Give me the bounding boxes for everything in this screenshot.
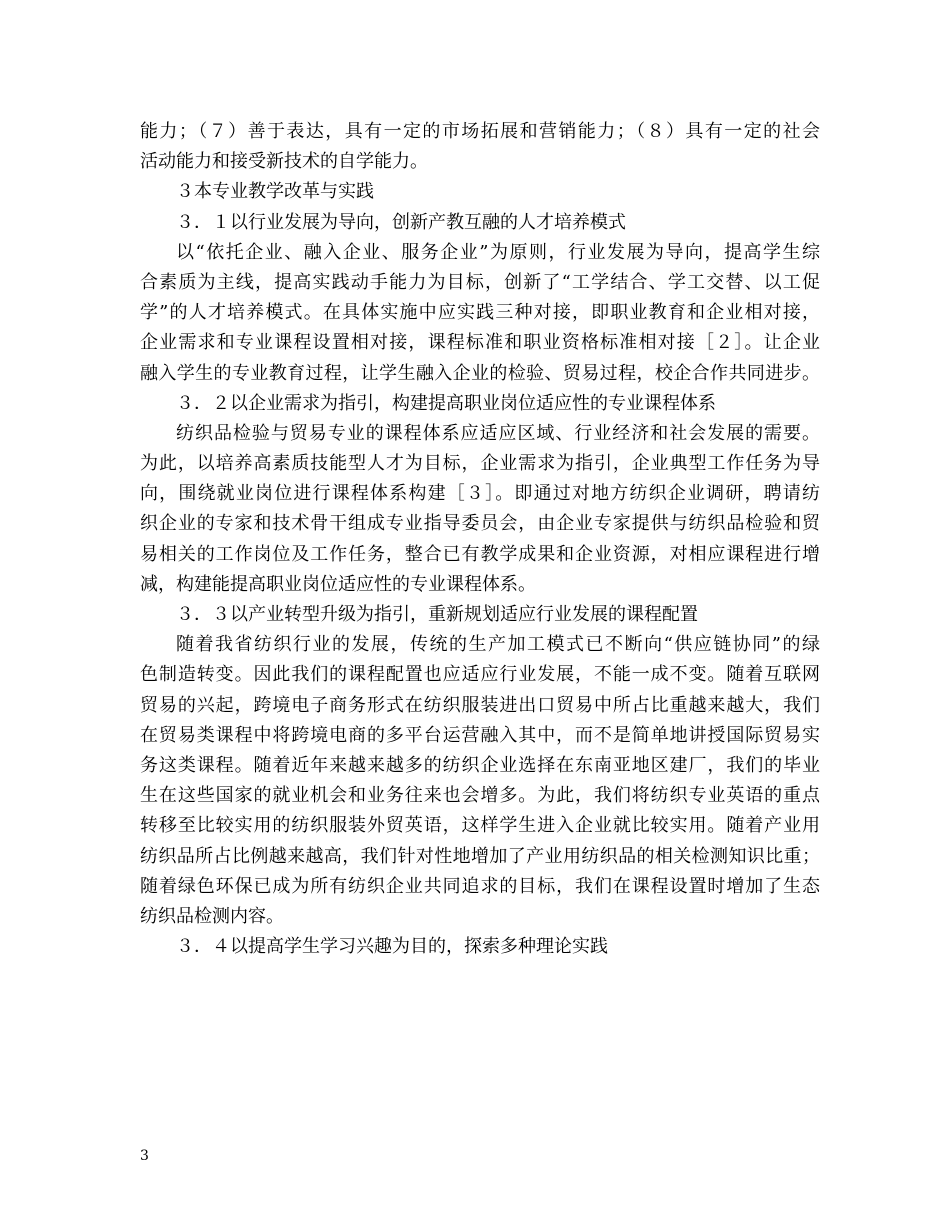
paragraph-line: 易相关的工作岗位及工作任务，整合已有教学成果和企业资源，对相应课程进行增	[140, 543, 820, 565]
paragraph-line: 随着绿色环保已成为所有纺织企业共同追求的目标，我们在课程设置时增加了生态	[140, 875, 820, 897]
section-heading: ３．１以行业发展为导向，创新产教互融的人才培养模式	[176, 211, 626, 233]
paragraph-line: 在贸易类课程中将跨境电商的多平台运营融入其中，而不是简单地讲授国际贸易实	[140, 724, 820, 746]
paragraph-line: 随着我省纺织行业的发展，传统的生产加工模式已不断向“供应链协同”的绿	[176, 634, 820, 656]
section-heading: ３．４以提高学生学习兴趣为目的，探索多种理论实践	[176, 936, 608, 958]
paragraph-line: 学”的人才培养模式。在具体实施中应实践三种对接，即职业教育和企业相对接，	[140, 302, 820, 324]
paragraph-line: 融入学生的专业教育过程，让学生融入企业的检验、贸易过程，校企合作共同进步。	[140, 362, 820, 384]
paragraph-line: 织企业的专家和技术骨干组成专业指导委员会，由企业专家提供与纺织品检验和贸	[140, 513, 820, 535]
section-heading: ３本专业教学改革与实践	[176, 181, 374, 203]
page-number: 3	[140, 1148, 149, 1164]
paragraph-line: 为此，以培养高素质技能型人才为目标，企业需求为指引，企业典型工作任务为导	[140, 453, 820, 475]
paragraph-line: 转移至比较实用的纺织服装外贸英语，这样学生进入企业就比较实用。随着产业用	[140, 815, 820, 837]
paragraph-line: 纺织品所占比例越来越高，我们针对性地增加了产业用纺织品的相关检测知识比重；	[140, 845, 820, 867]
paragraph-line: 色制造转变。因此我们的课程配置也应适应行业发展，不能一成不变。随着互联网	[140, 664, 820, 686]
paragraph-line: 活动能力和接受新技术的自学能力。	[140, 151, 428, 173]
section-heading: ３．２以企业需求为指引，构建提高职业岗位适应性的专业课程体系	[176, 392, 716, 414]
paragraph-line: 生在这些国家的就业机会和业务往来也会增多。为此，我们将纺织专业英语的重点	[140, 785, 820, 807]
paragraph-line: 能力；（７）善于表达，具有一定的市场拓展和营销能力；（８）具有一定的社会	[140, 121, 820, 142]
paragraph-line: 向，围绕就业岗位进行课程体系构建［３］。即通过对地方纺织企业调研，聘请纺	[140, 483, 820, 505]
paragraph-line: 企业需求和专业课程设置相对接，课程标准和职业资格标准相对接［２］。让企业	[140, 332, 820, 354]
paragraph-line: 务这类课程。随着近年来越来越多的纺织企业选择在东南亚地区建厂，我们的毕业	[140, 754, 820, 776]
paragraph-line: 减，构建能提高职业岗位适应性的专业课程体系。	[140, 573, 536, 595]
paragraph-line: 以“依托企业、融入企业、服务企业”为原则，行业发展为导向，提高学生综	[176, 241, 820, 263]
paragraph-line: 合素质为主线，提高实践动手能力为目标，创新了“工学结合、学工交替、以工促	[140, 271, 820, 293]
paragraph-line: 纺织品检验与贸易专业的课程体系应适应区域、行业经济和社会发展的需要。	[176, 422, 820, 444]
document-body	[140, 117, 820, 962]
paragraph-line: 纺织品检测内容。	[140, 905, 284, 927]
paragraph-line: 贸易的兴起，跨境电子商务形式在纺织服装进出口贸易中所占比重越来越大，我们	[140, 694, 820, 716]
section-heading: ３．３以产业转型升级为指引，重新规划适应行业发展的课程配置	[176, 604, 698, 625]
